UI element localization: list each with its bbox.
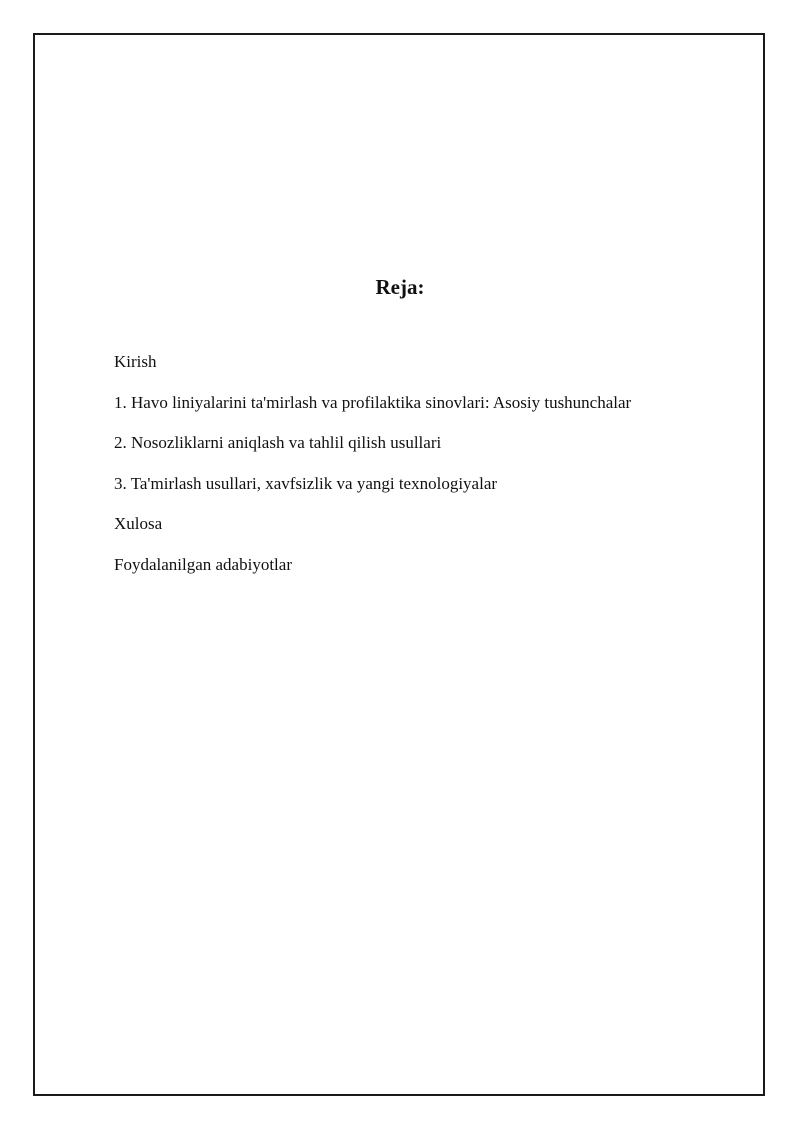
toc-item-chapter-3: 3. Ta'mirlash usullari, xavfsizlik va yangi texnologiyalar: [114, 473, 498, 493]
toc-item-chapter-2: 2. Nosozliklarni aniqlash va tahlil qilish usullari: [114, 433, 442, 452]
toc-item-references: Foydalanilgan adabiyotlar: [114, 554, 292, 574]
toc-item-introduction: Kirish: [114, 352, 157, 371]
toc-item-chapter-1: 1. Havo liniyalarini ta'mirlash va profilaktika sinovlari: Asosiy tushunchalar: [114, 392, 632, 412]
table-of-contents: [114, 350, 631, 593]
page-title: Reja:: [375, 275, 425, 299]
toc-item-conclusion: Xulosa: [114, 514, 163, 533]
